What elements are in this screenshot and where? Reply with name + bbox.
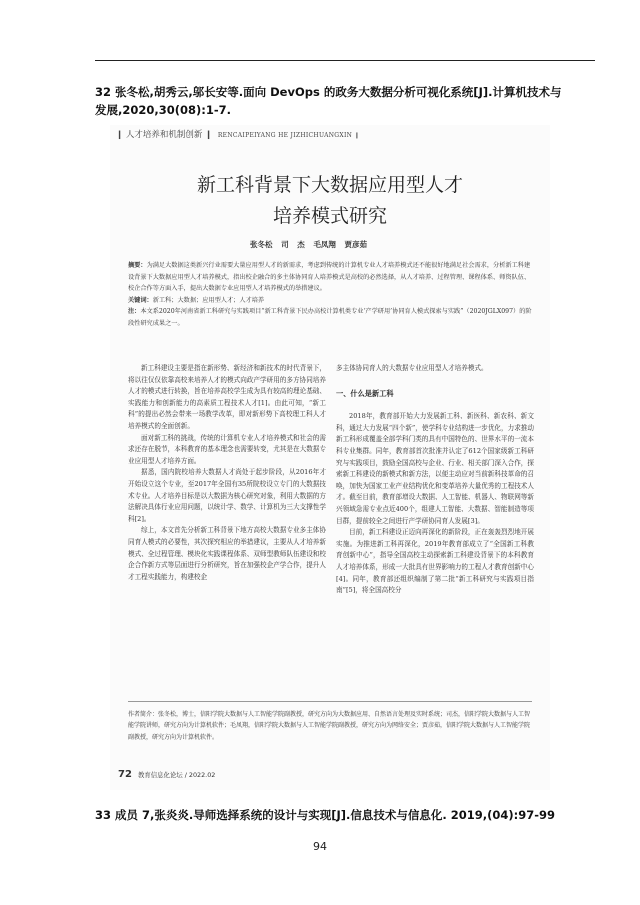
reference-33: 33 成员 7,张炎炎.导师选择系统的设计与实现[J].信息技术与信息化. 2019,(04):97-99	[95, 808, 556, 822]
article-authors: 张冬松 司 杰 毛凤翔 贾彦茹	[250, 240, 367, 249]
column-header-cn: ❙ 人才培养和机制创新 ❙	[116, 130, 213, 140]
column-header	[116, 128, 360, 140]
scan-footer	[118, 769, 215, 780]
article-title-line-2: 培养模式研究	[272, 205, 387, 227]
body-paragraph: 多主体协同育人的大数据专业应用型人才培养模式。	[336, 364, 488, 372]
fund-note-text: 本文系2020年河南省新工科研究与实践项目“新工科背景下民办高校计算机类专业‘产学研用’协同育人模式探索与实践”（2020JGLX097）的阶段性研究成果之一。	[128, 308, 532, 327]
keywords-text: 新工科；大数据；应用型人才；人才培养	[152, 296, 265, 304]
body-paragraph: 据悉，国内院校培养大数据人才尚处于起步阶段，从2016年才开始设立这个专业，至2017年全国有35所院校设立专门的大数据技术专业。人才培养目标是以大数据为核心研究对象，利用大数据的方法解决具体行业应用问题，以统计学、数学、计算机为三大支撑性学科[2]。	[128, 468, 326, 523]
author-footnote: 作者简介：张冬松，博士，信阳学院大数据与人工智能学院副教授，研究方向为大数据应用、自然语言处理及实时系统；司杰，信阳学院大数据与人工智能学院讲师，研究方向为计算机软件；毛凤翔，信阳学院大数据与人工智能学院副教授，研究方向为网络安全；贾彦茹，信阳学院大数据与人工智能学院副教授，研究方向为计算机软件。	[128, 711, 531, 741]
fund-note	[128, 306, 532, 329]
body-paragraph: 面对新工科的挑战，传统的计算机专业人才培养模式和社会的需求还存在脱节，本科教育的基本理念也需要转变，尤其是在大数据专业应用型人才培养方面。	[128, 433, 326, 465]
abstract	[128, 260, 532, 295]
scanned-article-page	[110, 125, 550, 790]
abstract-text: 为满足大数据这类新兴行业需要大量应用型人才的新需求，考虑到传统的计算机专业人才培养模式还不能很好地满足社会需求，分析新工科建设背景下大数据应用型人才培养模式，指出校企融合的多主体协同育人培养模式是高校的必然选择，从人才培养、过程管理、课程体系、师资队伍、校企合作等方面入手，提出大数据专业应用型人才培养模式的举措建议。	[128, 262, 531, 292]
abstract-block	[128, 260, 532, 329]
column-header-en: RENCAIPEIYANG HE JIZHICHUANGXIN ❙	[217, 132, 360, 139]
footnote-rule	[128, 701, 532, 702]
scan-page-number: 72	[118, 769, 132, 780]
body-paragraph: 新工科建设主要是指在新形势、新经济和新技术的时代背景下，将以往仅仅依靠高校来培养人才的模式向政产学研用的多方协同培养人才的模式进行转换，旨在培养高校学生成为具有较高的理论基础、实践能力和创新能力的高素质工程技术人才[1]。由此可知，“新工科”的提出必然会带来一场教学改革，即对新形势下高校理工科人才培养模式的全面创新。	[128, 364, 326, 430]
keywords	[128, 295, 532, 307]
keywords-label: 关键词：	[128, 296, 153, 304]
fund-note-label: 注：	[128, 308, 141, 315]
section-heading: 一、什么是新工科	[336, 388, 394, 398]
body-paragraph: 2018年，教育部开始大力发展新工科、新医科、新农科、新文科，通过大力发展“四个新”，使学科专业结构进一步优化，力求推动新工科形成覆盖全部学科门类的具有中国特色的、世界水平的一流本科专业集群。同年，教育部首次批准并认定了612个国家级新工科研究与实践项目，鼓励全国高校与企业、行业、相关部门深入合作，探索新工科建设的新模式和新方法，以便主动应对当前新科技革命的召唤，加快为国家工业产业结构优化和变革培养大量优秀的工程技术人才。截至目前，教育部增设大数据、人工智能、机器人、物联网等新兴领域急需专业点近400个，组建人工智能、大数据、智能制造等项目群，提前较全之间进行产学研协同育人发展[3]。	[336, 412, 534, 525]
journal-name: 教育信息化论坛 / 2022.02	[137, 771, 216, 779]
body-column-right	[336, 363, 534, 597]
article-title	[110, 170, 550, 232]
body-paragraph: 综上，本文首先分析新工科背景下地方高校大数据专业多主体协同育人模式的必要性，其次探究相应的举措建议，主要从人才培养新模式、全过程管理、模块化实践课程体系、双师型教师队伍建设和校企合作新方式等层面进行分析研究，旨在加强校企产学合作，提升人才工程实践能力，构建校企	[128, 526, 326, 581]
reference-32: 32 张冬松,胡秀云,邬长安等.面向 DevOps 的政务大数据分析可视化系统[J].计算机技术与发展,2020,30(08):1-7.	[95, 85, 562, 117]
body-paragraph: 目前，新工科建设正迈向再深化的新阶段，正在轰轰烈烈地开展实施。为推进新工科再深化，2019年教育部成立了“全国新工科教育创新中心”，指导全国高校主动探索新工科建设背景下的本科教育人才培养体系，形成一大批具有世界影响力的工程人才教育创新中心[4]。同年，教育部还组织编制了第二批“新工科研究与实践项目指南”[5]，将全国高校分	[336, 528, 534, 595]
body-column-left	[128, 363, 326, 583]
page-number: 94	[313, 840, 327, 853]
article-title-line-1: 新工科背景下大数据应用型人才	[196, 174, 463, 196]
abstract-label: 摘要：	[128, 262, 147, 269]
top-rule	[95, 60, 595, 61]
